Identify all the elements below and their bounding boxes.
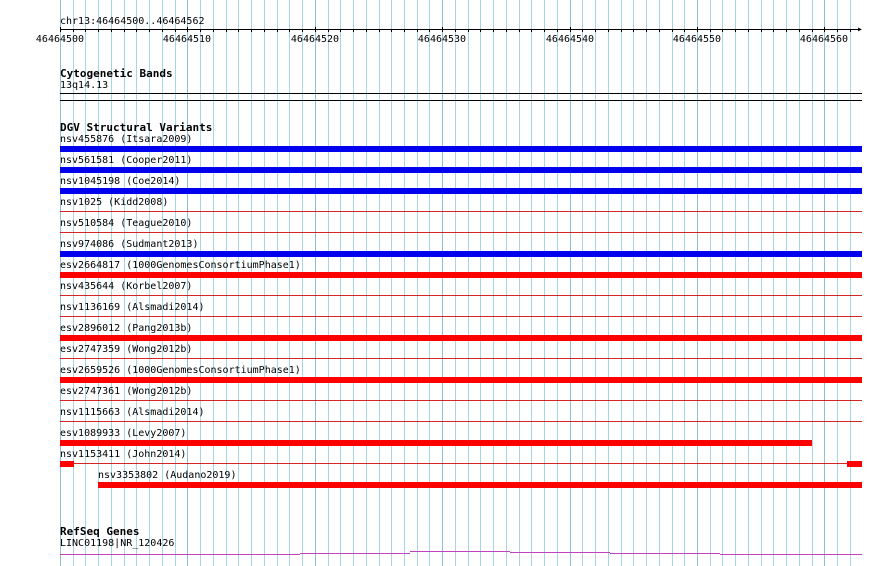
- gene-line-segment[interactable]: [720, 554, 862, 555]
- track-divider: [60, 100, 862, 101]
- dgv-variant-bar[interactable]: [60, 251, 862, 257]
- ruler-minor-tick: [659, 29, 660, 32]
- refseq-track-title: RefSeq Genes: [60, 525, 140, 538]
- dgv-variant-row[interactable]: [0, 197, 890, 218]
- dgv-track-title: DGV Structural Variants: [60, 121, 213, 134]
- ruler-minor-tick: [722, 29, 723, 32]
- dgv-variant-end-block[interactable]: [60, 461, 74, 467]
- ruler-minor-tick: [595, 29, 596, 32]
- dgv-variant-row[interactable]: [0, 386, 890, 407]
- ruler-minor-tick: [493, 29, 494, 32]
- dgv-variant-line[interactable]: [60, 232, 862, 233]
- dgv-variant-row[interactable]: [0, 449, 890, 470]
- ruler-tick-label: 46464500: [35, 34, 85, 45]
- ruler-minor-tick: [506, 29, 507, 32]
- ruler-minor-tick: [226, 29, 227, 32]
- ruler-major-tick: [570, 27, 571, 32]
- ruler-minor-tick: [735, 29, 736, 32]
- dgv-variant-label[interactable]: nsv1045198 (Coe2014): [60, 176, 181, 187]
- dgv-variant-row[interactable]: [0, 470, 890, 491]
- dgv-variant-label[interactable]: nsv1025 (Kidd2008): [60, 197, 169, 208]
- gene-line-segment[interactable]: [610, 553, 720, 554]
- ruler-minor-tick: [149, 29, 150, 32]
- dgv-variant-row[interactable]: [0, 218, 890, 239]
- ruler-major-tick: [824, 27, 825, 32]
- dgv-variant-label[interactable]: nsv1153411 (John2014): [60, 449, 187, 460]
- dgv-variant-row[interactable]: [0, 323, 890, 344]
- dgv-variant-label[interactable]: nsv561581 (Cooper2011): [60, 155, 193, 166]
- dgv-variant-bar[interactable]: [98, 482, 862, 488]
- ruler-minor-tick: [850, 29, 851, 32]
- gene-line-segment[interactable]: [300, 553, 410, 554]
- ruler-minor-tick: [837, 29, 838, 32]
- ruler-minor-tick: [302, 29, 303, 32]
- cytoband-label[interactable]: 13q14.13: [60, 80, 109, 91]
- ruler-tick-label: 46464520: [290, 34, 340, 45]
- dgv-variant-bar[interactable]: [60, 188, 862, 194]
- dgv-variant-label[interactable]: esv2747359 (Wong2012b): [60, 344, 193, 355]
- dgv-variant-label[interactable]: nsv1136169 (Alsmadi2014): [60, 302, 205, 313]
- ruler-minor-tick: [710, 29, 711, 32]
- dgv-variant-line[interactable]: [60, 316, 862, 317]
- ruler-minor-tick: [748, 29, 749, 32]
- ruler-minor-tick: [136, 29, 137, 32]
- ruler-minor-tick: [73, 29, 74, 32]
- ruler-minor-tick: [799, 29, 800, 32]
- ruler-tick-label: 46464510: [162, 34, 212, 45]
- ruler-minor-tick: [786, 29, 787, 32]
- dgv-variant-label[interactable]: esv2747361 (Wong2012b): [60, 386, 193, 397]
- ruler-minor-tick: [468, 29, 469, 32]
- ruler-major-tick: [187, 27, 188, 32]
- dgv-variant-label[interactable]: nsv455876 (Itsara2009): [60, 134, 193, 145]
- ruler-major-tick: [697, 27, 698, 32]
- ruler-tick-label: 46464530: [417, 34, 467, 45]
- ruler-arrow-icon: ▸: [857, 24, 864, 35]
- ruler-minor-tick: [200, 29, 201, 32]
- dgv-variant-label[interactable]: nsv510584 (Teague2010): [60, 218, 193, 229]
- dgv-variant-row[interactable]: [0, 260, 890, 281]
- dgv-variant-row[interactable]: [0, 302, 890, 323]
- ruler-minor-tick: [672, 29, 673, 32]
- ruler-minor-tick: [328, 29, 329, 32]
- ruler-major-tick: [315, 27, 316, 32]
- dgv-variant-label[interactable]: esv2664817 (1000GenomesConsortiumPhase1): [60, 260, 301, 271]
- dgv-variant-label[interactable]: esv2659526 (1000GenomesConsortiumPhase1): [60, 365, 301, 376]
- ruler-minor-tick: [124, 29, 125, 32]
- ruler-minor-tick: [251, 29, 252, 32]
- ruler-tick-label: 46464550: [672, 34, 722, 45]
- dgv-variant-label[interactable]: nsv974086 (Sudmant2013): [60, 239, 199, 250]
- ruler-minor-tick: [684, 29, 685, 32]
- ruler-minor-tick: [417, 29, 418, 32]
- ruler-minor-tick: [264, 29, 265, 32]
- ruler-axis: [60, 29, 860, 30]
- dgv-variant-label[interactable]: nsv435644 (Korbel2007): [60, 281, 193, 292]
- ruler-major-tick: [60, 27, 61, 32]
- ruler-minor-tick: [289, 29, 290, 32]
- ruler-minor-tick: [531, 29, 532, 32]
- ruler-minor-tick: [557, 29, 558, 32]
- ruler-minor-tick: [429, 29, 430, 32]
- ruler-minor-tick: [812, 29, 813, 32]
- dgv-variant-row[interactable]: [0, 281, 890, 302]
- dgv-variant-label[interactable]: nsv1115663 (Alsmadi2014): [60, 407, 205, 418]
- ruler-minor-tick: [621, 29, 622, 32]
- dgv-variant-row[interactable]: [0, 134, 890, 155]
- dgv-variant-line[interactable]: [60, 358, 862, 359]
- dgv-variant-line[interactable]: [60, 211, 862, 212]
- gene-line-segment[interactable]: [510, 552, 610, 553]
- gene-line-segment[interactable]: [60, 554, 300, 555]
- ruler-minor-tick: [353, 29, 354, 32]
- ruler-tick-label: 46464560: [799, 34, 849, 45]
- ruler-minor-tick: [238, 29, 239, 32]
- dgv-variant-bar[interactable]: [60, 377, 862, 383]
- coordinate-label: chr13:46464500..46464562: [60, 16, 205, 27]
- ruler-minor-tick: [175, 29, 176, 32]
- dgv-variant-bar[interactable]: [60, 167, 862, 173]
- dgv-variant-end-block[interactable]: [847, 461, 862, 467]
- refseq-gene-label[interactable]: LINC01198|NR_120426: [60, 538, 175, 549]
- dgv-variant-label[interactable]: esv2896012 (Pang2013b): [60, 323, 193, 334]
- ruler-minor-tick: [366, 29, 367, 32]
- ruler-minor-tick: [340, 29, 341, 32]
- ruler-minor-tick: [277, 29, 278, 32]
- ruler-minor-tick: [646, 29, 647, 32]
- ruler-minor-tick: [391, 29, 392, 32]
- ruler-minor-tick: [773, 29, 774, 32]
- dgv-variant-line[interactable]: [60, 400, 862, 401]
- dgv-variant-row[interactable]: [0, 365, 890, 386]
- ruler-minor-tick: [404, 29, 405, 32]
- dgv-variant-line[interactable]: [60, 295, 862, 296]
- ruler-minor-tick: [608, 29, 609, 32]
- ruler-minor-tick: [544, 29, 545, 32]
- ruler-minor-tick: [582, 29, 583, 32]
- dgv-variant-row[interactable]: [0, 176, 890, 197]
- ruler-minor-tick: [761, 29, 762, 32]
- ruler-minor-tick: [98, 29, 99, 32]
- dgv-variant-bar[interactable]: [60, 272, 862, 278]
- dgv-variant-row[interactable]: [0, 239, 890, 260]
- gene-line-segment[interactable]: [410, 551, 510, 552]
- ruler-minor-tick: [480, 29, 481, 32]
- dgv-variant-label[interactable]: esv1089933 (Levy2007): [60, 428, 187, 439]
- ruler-major-tick: [442, 27, 443, 32]
- ruler-minor-tick: [85, 29, 86, 32]
- ruler-minor-tick: [519, 29, 520, 32]
- ruler-minor-tick: [455, 29, 456, 32]
- ruler-minor-tick: [162, 29, 163, 32]
- dgv-variant-bar[interactable]: [60, 146, 862, 152]
- ruler-minor-tick: [379, 29, 380, 32]
- cytoband-track-title: Cytogenetic Bands: [60, 67, 173, 80]
- dgv-variant-bar[interactable]: [60, 440, 812, 446]
- dgv-variant-row[interactable]: [0, 428, 890, 449]
- dgv-variant-line[interactable]: [60, 463, 862, 464]
- ruler-minor-tick: [111, 29, 112, 32]
- dgv-variant-bar[interactable]: [60, 335, 862, 341]
- dgv-variant-line[interactable]: [60, 421, 862, 422]
- ruler-tick-label: 46464540: [545, 34, 595, 45]
- dgv-variant-row[interactable]: [0, 407, 890, 428]
- dgv-variant-label[interactable]: nsv3353802 (Audano2019): [98, 470, 237, 481]
- cytoband-bar[interactable]: [60, 93, 862, 94]
- dgv-variant-row[interactable]: [0, 155, 890, 176]
- ruler-minor-tick: [633, 29, 634, 32]
- ruler-minor-tick: [213, 29, 214, 32]
- dgv-variant-row[interactable]: [0, 344, 890, 365]
